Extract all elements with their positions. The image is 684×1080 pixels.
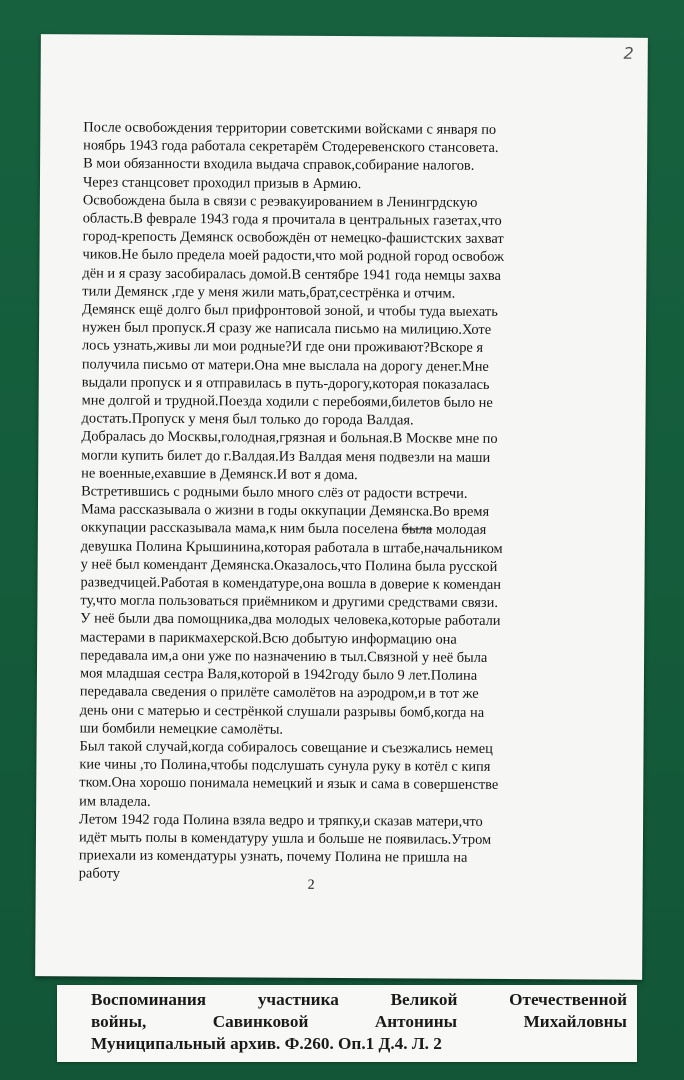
text-line: не военные,ехавшие в Демянск.И вот я дома. bbox=[81, 465, 358, 483]
text-line: Встретившись с родными было много слёз от радости встречи. bbox=[81, 483, 468, 502]
caption-word: Отечественной bbox=[509, 990, 627, 1009]
caption-word: Великой bbox=[390, 990, 458, 1009]
text-line: ноябрь 1943 года работала секретарём Стодеревенского стансовета. bbox=[83, 137, 499, 157]
text-line: мне долгой и трудной.Поезда ходили с перебоями,билетов было не bbox=[81, 392, 493, 411]
caption-word: Михайловны bbox=[523, 1012, 627, 1031]
text-line: Летом 1942 года Полина взяла ведро и тряпку,и сказав матери,что bbox=[79, 811, 483, 830]
footer-page-number: 2 bbox=[307, 877, 315, 893]
caption-word: участника bbox=[257, 990, 339, 1009]
text-line: передавала сведения о прилёте самолётов на аэродром,и в тот же bbox=[79, 683, 479, 703]
text-line: лось узнать,живы ли мои родные?И где они проживают?Вскоре я bbox=[81, 337, 484, 357]
text-line: получила письмо от матери.Она мне выслала на дорогу денег.Мне bbox=[81, 356, 489, 375]
struck-word: была bbox=[401, 521, 433, 539]
caption-word: Воспоминания bbox=[91, 990, 207, 1009]
text-line: нужен был пропуск.Я сразу же написала письмо на милицию.Хоте bbox=[82, 319, 492, 339]
text-line: тком.Она хорошо понимала немецкий и язык и сама в совершенстве bbox=[79, 774, 499, 794]
text-line: чиков.Не было предела моей радости,что мой родной город освобож bbox=[82, 246, 505, 266]
text-line: ши бомбили немецкие самолёты. bbox=[79, 720, 284, 738]
caption-word: Антонины bbox=[374, 1012, 458, 1031]
caption-word: Савинковой bbox=[212, 1012, 309, 1031]
caption-line-1 bbox=[91, 989, 627, 1011]
text-line: мастерами в парикмахерской.Всю добытую информацию она bbox=[80, 629, 457, 648]
text-line: ту,что могла пользоваться приёмником и другими средствами связи. bbox=[80, 592, 498, 612]
text-line: выдали пропуск и я отправилась в путь-дорогу,которая показалась bbox=[81, 374, 490, 393]
text-line: В мои обязанности входила выдача справок,собирание налогов. bbox=[83, 155, 475, 175]
text-line: тили Демянск ,где у меня жили мать,брат,сестрёнка и отчим. bbox=[82, 283, 456, 302]
text-line: У неё были два помощника,два молодых человека,которые работали bbox=[80, 610, 501, 630]
text-line: Добралась до Москвы,голодная,грязная и больная.В Москве мне по bbox=[81, 428, 498, 448]
text-line: работу bbox=[78, 865, 121, 882]
text-line: Через станцсовет проходил призыв в Армию. bbox=[82, 174, 362, 192]
archive-caption-label bbox=[57, 985, 637, 1062]
text-line: достать.Пропуск у меня был только до города Валдая. bbox=[81, 410, 414, 429]
text-line: идёт мыть полы в комендатуру ушла и больше не появилась.Утром bbox=[78, 829, 492, 848]
text-line: день они с матерью и сестрёнкой слушали разрывы бомб,когда на bbox=[79, 701, 485, 721]
text-line: дён и я сразу засобиралась домой.В сентябре 1941 года немцы захва bbox=[82, 265, 501, 284]
text-line: кие чины ,то Полина,чтобы подслушать сунула руку в котёл с кипя bbox=[79, 756, 491, 776]
memoir-text bbox=[79, 118, 604, 886]
text-line: девушка Полина Крышинина,которая работала в штабе,начальником bbox=[80, 538, 503, 557]
text-line: После освобождения территории советскими войсками с января по bbox=[83, 119, 497, 138]
text-line: Мама рассказывала о жизни в годы оккупации Демянска.Во время bbox=[80, 501, 490, 521]
handwritten-page-number: 2 bbox=[623, 43, 634, 63]
text-line: Был такой случай,когда собиралось совещание и съезжались немец bbox=[79, 738, 493, 757]
text-line: им владела. bbox=[79, 792, 151, 810]
caption-line-2 bbox=[91, 1011, 627, 1033]
caption-line-3: Муниципальный архив. Ф.260. Оп.1 Д.4. Л. 2 bbox=[91, 1034, 442, 1053]
caption-word: войны, bbox=[91, 1012, 147, 1031]
text-line: передавала им,а они уже по назначению в тыл.Связной у неё была bbox=[80, 647, 488, 666]
text-line: Освобождена была в связи с реэвакуированием в Ленингрдскую bbox=[82, 192, 478, 211]
document-page bbox=[35, 34, 648, 980]
text-line: город-крепость Демянск освобождён от немецко-фашистских захват bbox=[82, 228, 504, 248]
text-line: моя младшая сестра Валя,которой в 1942году было 9 лет.Полина bbox=[79, 665, 478, 684]
text-line: оккупации рассказывала мама,к ним была поселена была молодая bbox=[80, 519, 487, 539]
text-line: приехали из комендатуры узнать, почему Полина не пришла на bbox=[78, 847, 468, 866]
text-line: разведчицей.Работая в комендатуре,она вошла в доверие к комендан bbox=[80, 574, 502, 594]
text-line: область.В феврале 1943 года я прочитала в центральных газетах,что bbox=[82, 210, 502, 229]
text-line: могли купить билет до г.Валдая.Из Валдая меня подвезли на маши bbox=[81, 447, 491, 466]
text-line: Демянск ещё долго был прифронтовой зоной, и чтобы туда выехать bbox=[82, 301, 498, 320]
text-line: у неё был комендант Демянска.Оказалось,что Полина была русской bbox=[80, 556, 498, 575]
